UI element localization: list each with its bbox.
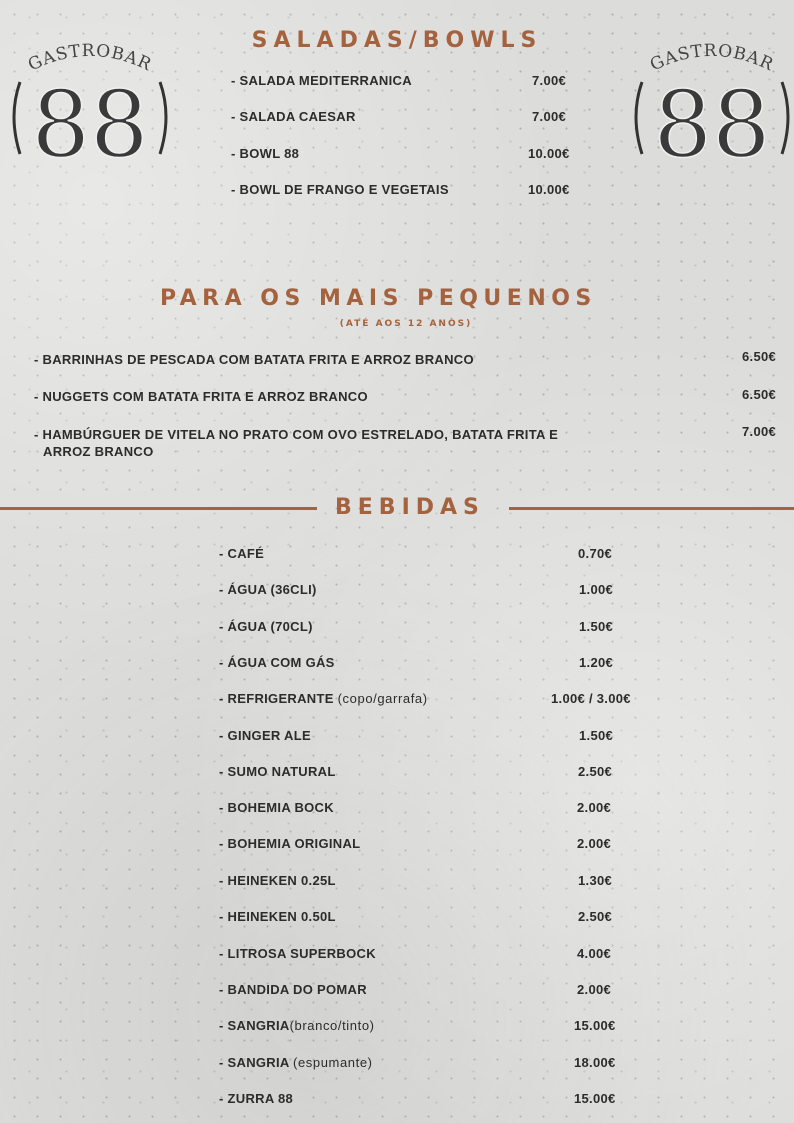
menu-item-price: 1.30€: [578, 873, 613, 888]
menu-item-name: - NUGGETS COM BATATA FRITA E ARROZ BRANCO: [34, 389, 368, 404]
menu-item-price: 10.00€: [528, 182, 570, 197]
section-title-kids: PARA OS MAIS PEQUENOS: [160, 286, 597, 311]
menu-item-price: 2.50€: [578, 764, 613, 779]
menu-item-name: - BOWL 88: [231, 146, 300, 161]
menu-item-price: 18.00€: [574, 1055, 616, 1070]
menu-item-note: (espumante): [293, 1055, 373, 1070]
menu-item-price: 7.00€: [532, 73, 567, 88]
menu-item-name: - SALADA MEDITERRANICA: [231, 73, 412, 88]
menu-item-price: 1.50€: [579, 619, 614, 634]
menu-item-price: 1.20€: [579, 655, 614, 670]
menu-item-price: 6.50€: [742, 349, 777, 364]
menu-item-price: 6.50€: [742, 387, 777, 402]
menu-item-label: - REFRIGERANTE: [219, 691, 334, 706]
menu-item-price: 15.00€: [574, 1091, 616, 1106]
menu-item-name: - ÁGUA (70CL): [219, 619, 313, 634]
menu-item-name: - BARRINHAS DE PESCADA COM BATATA FRITA E ARROZ BRANCO: [34, 352, 474, 367]
menu-item-note: (copo/garrafa): [337, 691, 428, 706]
menu-item-name: - BOHEMIA BOCK: [219, 800, 334, 815]
menu-item-price: 7.00€: [742, 424, 777, 439]
menu-item-name: - SALADA CAESAR: [231, 109, 356, 124]
menu-item-price: 2.50€: [578, 909, 613, 924]
menu-item-price: 1.00€ / 3.00€: [551, 691, 631, 706]
menu-item-name-continued: ARROZ BRANCO: [43, 444, 154, 459]
logo-number: 88: [653, 71, 771, 162]
section-title-bebidas: BEBIDAS: [335, 495, 485, 520]
divider-right: [509, 507, 794, 510]
menu-item-name: [219, 691, 428, 706]
divider-left: [0, 507, 317, 510]
menu-item-name: - SUMO NATURAL: [219, 764, 336, 779]
menu-item-name: - BOWL DE FRANGO E VEGETAIS: [231, 182, 449, 197]
menu-item-name: - BANDIDA DO POMAR: [219, 982, 367, 997]
menu-item-name: - ZURRA 88: [219, 1091, 294, 1106]
menu-item-label: - SANGRIA: [219, 1018, 290, 1033]
menu-item-name: - CAFÉ: [219, 546, 265, 561]
menu-item-name: - HEINEKEN 0.50L: [219, 909, 336, 924]
menu-item-name: - ÁGUA COM GÁS: [219, 655, 335, 670]
menu-item-label: - SANGRIA: [219, 1055, 290, 1070]
menu-item-price: 0.70€: [578, 546, 613, 561]
menu-item-price: 7.00€: [532, 109, 567, 124]
menu-item-price: 10.00€: [528, 146, 570, 161]
logo-brand-text: GASTROBAR: [25, 42, 155, 76]
logo-right: [628, 42, 794, 162]
section-title-saladas: SALADAS/BOWLS: [251, 28, 543, 53]
menu-item-price: 2.00€: [577, 800, 612, 815]
menu-item-price: 1.50€: [579, 728, 614, 743]
gastrobar-88-logo: [6, 42, 174, 162]
logo-number: 88: [31, 71, 149, 162]
gastrobar-88-logo: [628, 42, 794, 162]
menu-item-price: 2.00€: [577, 836, 612, 851]
menu-item-name: - HAMBÚRGUER DE VITELA NO PRATO COM OVO ESTRELADO, BATATA FRITA E: [34, 427, 559, 442]
logo-brand-text: GASTROBAR: [647, 42, 777, 76]
menu-item-name: - GINGER ALE: [219, 728, 311, 743]
menu-item-name: - HEINEKEN 0.25L: [219, 873, 336, 888]
menu-item-price: 4.00€: [577, 946, 612, 961]
menu-item-name: [219, 1018, 375, 1033]
menu-item-name: [219, 1055, 373, 1070]
menu-item-name: - LITROSA SUPERBOCK: [219, 946, 376, 961]
menu-item-note: (branco/tinto): [289, 1018, 375, 1033]
logo-left: [6, 42, 174, 162]
menu-item-name: - ÁGUA (36CLI): [219, 582, 317, 597]
menu-item-price: 15.00€: [574, 1018, 616, 1033]
menu-item-price: 2.00€: [577, 982, 612, 997]
menu-item-name: - BOHEMIA ORIGINAL: [219, 836, 361, 851]
menu-item-price: 1.00€: [579, 582, 614, 597]
section-subtitle-kids: (ATÉ AOS 12 ANOS): [339, 319, 473, 329]
